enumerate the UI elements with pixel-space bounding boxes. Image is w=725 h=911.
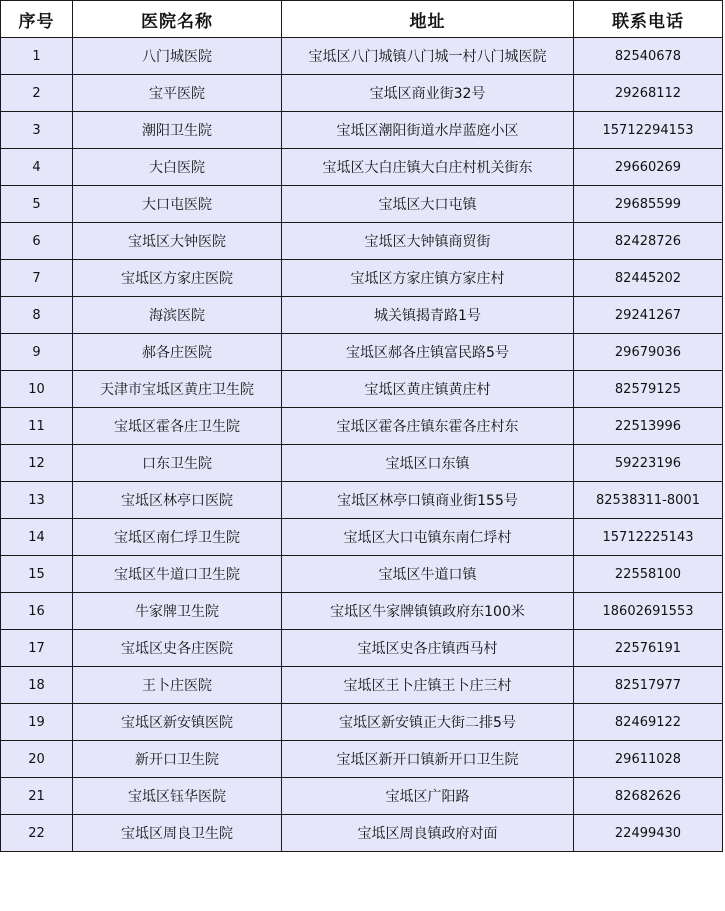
- cell-index: 15: [1, 556, 73, 593]
- cell-index: 10: [1, 371, 73, 408]
- table-row: [1, 260, 723, 297]
- cell-index: 20: [1, 741, 73, 778]
- cell-address: 宝坻区林亭口镇商业街155号: [282, 482, 574, 519]
- cell-phone: 82428726: [574, 223, 723, 260]
- cell-phone: 82517977: [574, 667, 723, 704]
- cell-phone: 15712225143: [574, 519, 723, 556]
- cell-index: 13: [1, 482, 73, 519]
- table-row: [1, 223, 723, 260]
- table-row: [1, 149, 723, 186]
- cell-index: 2: [1, 75, 73, 112]
- header-index: 序号: [1, 1, 73, 38]
- cell-address: 宝坻区王卜庄镇王卜庄三村: [282, 667, 574, 704]
- cell-phone: 29679036: [574, 334, 723, 371]
- cell-index: 5: [1, 186, 73, 223]
- cell-address: 宝坻区新安镇正大街二排5号: [282, 704, 574, 741]
- cell-hospital-name: 宝坻区霍各庄卫生院: [73, 408, 282, 445]
- cell-hospital-name: 宝平医院: [73, 75, 282, 112]
- cell-address: 宝坻区大口屯镇东南仁垺村: [282, 519, 574, 556]
- table-row: [1, 741, 723, 778]
- cell-hospital-name: 新开口卫生院: [73, 741, 282, 778]
- cell-phone: 29241267: [574, 297, 723, 334]
- cell-hospital-name: 大白医院: [73, 149, 282, 186]
- cell-hospital-name: 天津市宝坻区黄庄卫生院: [73, 371, 282, 408]
- cell-hospital-name: 宝坻区牛道口卫生院: [73, 556, 282, 593]
- cell-phone: 82445202: [574, 260, 723, 297]
- cell-hospital-name: 口东卫生院: [73, 445, 282, 482]
- cell-hospital-name: 郝各庄医院: [73, 334, 282, 371]
- cell-address: 宝坻区牛家牌镇镇政府东100米: [282, 593, 574, 630]
- table-row: [1, 667, 723, 704]
- table-body: [1, 38, 723, 852]
- cell-phone: 82540678: [574, 38, 723, 75]
- cell-address: 宝坻区大白庄镇大白庄村机关街东: [282, 149, 574, 186]
- table-row: [1, 482, 723, 519]
- cell-hospital-name: 宝坻区方家庄医院: [73, 260, 282, 297]
- cell-address: 宝坻区黄庄镇黄庄村: [282, 371, 574, 408]
- cell-index: 7: [1, 260, 73, 297]
- cell-hospital-name: 宝坻区周良卫生院: [73, 815, 282, 852]
- cell-index: 17: [1, 630, 73, 667]
- cell-phone: 82682626: [574, 778, 723, 815]
- cell-phone: 18602691553: [574, 593, 723, 630]
- cell-index: 8: [1, 297, 73, 334]
- cell-index: 19: [1, 704, 73, 741]
- cell-phone: 82469122: [574, 704, 723, 741]
- cell-hospital-name: 海滨医院: [73, 297, 282, 334]
- cell-address: 宝坻区大口屯镇: [282, 186, 574, 223]
- cell-hospital-name: 宝坻区南仁垺卫生院: [73, 519, 282, 556]
- cell-phone: 29611028: [574, 741, 723, 778]
- cell-hospital-name: 大口屯医院: [73, 186, 282, 223]
- cell-index: 6: [1, 223, 73, 260]
- cell-hospital-name: 宝坻区林亭口医院: [73, 482, 282, 519]
- cell-phone: 22513996: [574, 408, 723, 445]
- header-row: [1, 1, 723, 38]
- cell-index: 22: [1, 815, 73, 852]
- cell-index: 1: [1, 38, 73, 75]
- cell-address: 宝坻区周良镇政府对面: [282, 815, 574, 852]
- table-row: [1, 519, 723, 556]
- table-row: [1, 630, 723, 667]
- table-row: [1, 112, 723, 149]
- table-row: [1, 778, 723, 815]
- cell-hospital-name: 潮阳卫生院: [73, 112, 282, 149]
- cell-hospital-name: 宝坻区史各庄医院: [73, 630, 282, 667]
- cell-index: 11: [1, 408, 73, 445]
- table-row: [1, 38, 723, 75]
- cell-phone: 29268112: [574, 75, 723, 112]
- cell-hospital-name: 宝坻区钰华医院: [73, 778, 282, 815]
- table-row: [1, 445, 723, 482]
- cell-address: 宝坻区牛道口镇: [282, 556, 574, 593]
- cell-hospital-name: 王卜庄医院: [73, 667, 282, 704]
- table-header: [1, 1, 723, 38]
- cell-index: 4: [1, 149, 73, 186]
- cell-hospital-name: 牛家牌卫生院: [73, 593, 282, 630]
- table-row: [1, 75, 723, 112]
- cell-address: 宝坻区大钟镇商贸街: [282, 223, 574, 260]
- header-address: 地址: [282, 1, 574, 38]
- header-phone: 联系电话: [574, 1, 723, 38]
- cell-address: 城关镇揭青路1号: [282, 297, 574, 334]
- cell-address: 宝坻区口东镇: [282, 445, 574, 482]
- cell-address: 宝坻区霍各庄镇东霍各庄村东: [282, 408, 574, 445]
- cell-index: 9: [1, 334, 73, 371]
- table-row: [1, 408, 723, 445]
- cell-address: 宝坻区商业街32号: [282, 75, 574, 112]
- cell-phone: 29685599: [574, 186, 723, 223]
- cell-index: 18: [1, 667, 73, 704]
- cell-address: 宝坻区八门城镇八门城一村八门城医院: [282, 38, 574, 75]
- table-row: [1, 815, 723, 852]
- table-row: [1, 704, 723, 741]
- cell-phone: 22576191: [574, 630, 723, 667]
- cell-address: 宝坻区潮阳街道水岸蓝庭小区: [282, 112, 574, 149]
- cell-index: 14: [1, 519, 73, 556]
- cell-index: 3: [1, 112, 73, 149]
- header-hospital-name: 医院名称: [73, 1, 282, 38]
- cell-address: 宝坻区郝各庄镇富民路5号: [282, 334, 574, 371]
- table-row: [1, 297, 723, 334]
- cell-phone: 22499430: [574, 815, 723, 852]
- cell-address: 宝坻区方家庄镇方家庄村: [282, 260, 574, 297]
- table-row: [1, 556, 723, 593]
- cell-index: 12: [1, 445, 73, 482]
- table-row: [1, 371, 723, 408]
- cell-phone: 82538311-8001: [574, 482, 723, 519]
- cell-phone: 59223196: [574, 445, 723, 482]
- cell-address: 宝坻区广阳路: [282, 778, 574, 815]
- cell-phone: 15712294153: [574, 112, 723, 149]
- cell-phone: 82579125: [574, 371, 723, 408]
- cell-address: 宝坻区新开口镇新开口卫生院: [282, 741, 574, 778]
- cell-phone: 22558100: [574, 556, 723, 593]
- cell-hospital-name: 宝坻区大钟医院: [73, 223, 282, 260]
- cell-index: 16: [1, 593, 73, 630]
- table-row: [1, 334, 723, 371]
- cell-index: 21: [1, 778, 73, 815]
- table-row: [1, 593, 723, 630]
- cell-address: 宝坻区史各庄镇西马村: [282, 630, 574, 667]
- cell-phone: 29660269: [574, 149, 723, 186]
- table-row: [1, 186, 723, 223]
- cell-hospital-name: 八门城医院: [73, 38, 282, 75]
- cell-hospital-name: 宝坻区新安镇医院: [73, 704, 282, 741]
